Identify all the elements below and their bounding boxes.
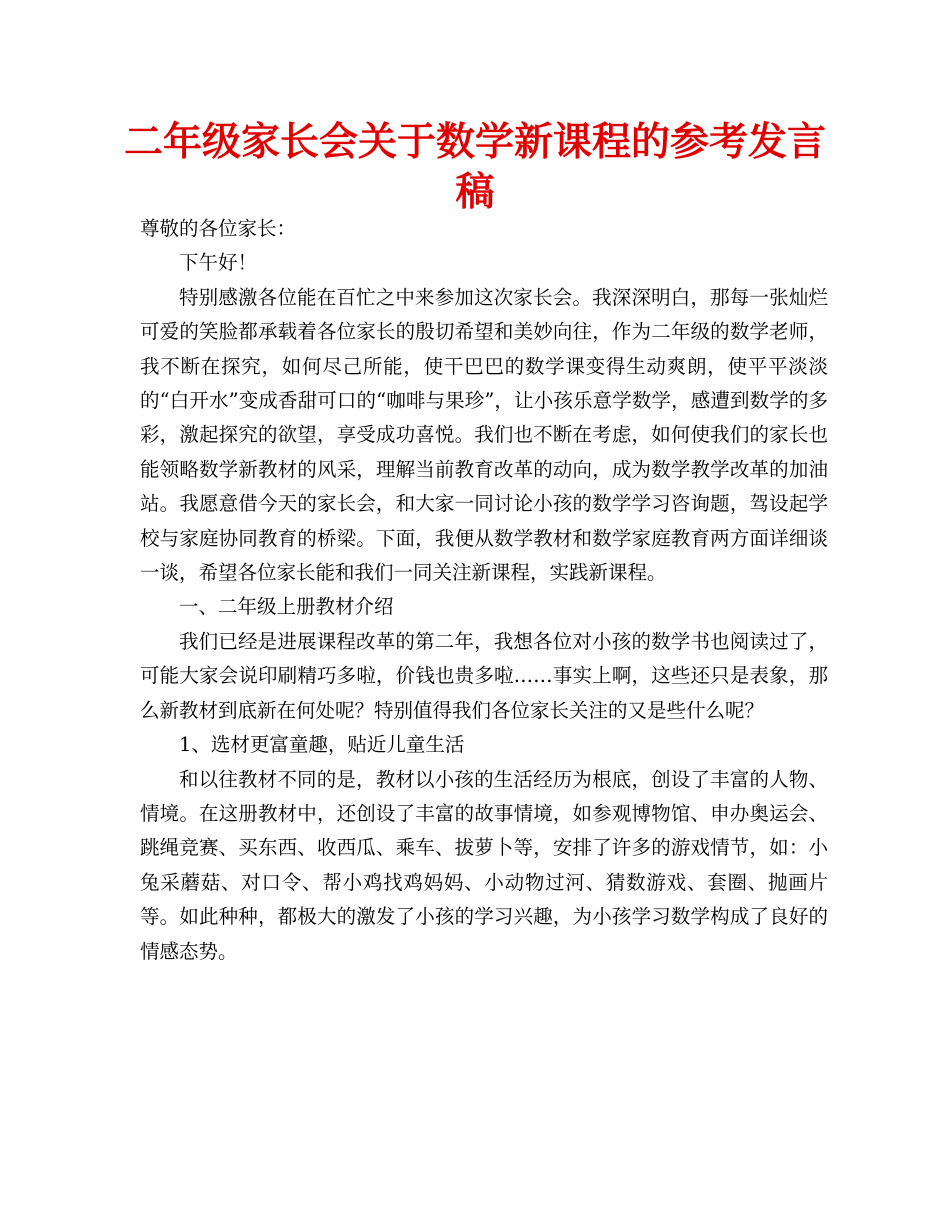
section-heading: 一、二年级上册教材介绍: [179, 595, 394, 619]
salutation: 尊敬的各位家长：: [140, 217, 297, 240]
subsection-heading: 1、选材更富童趣，贴近儿童生活: [179, 733, 465, 757]
document-body: [140, 212, 828, 969]
paragraph-textbook: 我们已经是进展课程改革的第二年，我想各位对小孩的数学书也阅读过了，可能大家会说印刷精巧多啦，价钱也贵多啦……事实上啊，这些还只是表象，那么新教材到底新在何处呢？特别值得我们各位家长关注的又是些什么呢？: [140, 629, 828, 722]
document-title: 二年级家长会关于数学新课程的参考发言稿: [123, 120, 826, 215]
paragraph-intro: 特别感激各位能在百忙之中来参加这次家长会。我深深明白，那每一张灿烂可爱的笑脸都承载着各位家长的殷切希望和美妙向往，作为二年级的数学老师，我不断在探究，如何尽己所能，使干巴巴的数学课变得生动爽朗，使平平淡淡的“白开水”变成香甜可口的“咖啡与果珍”，让小孩乐意学数学，感遭到数学的多彩，激起探究的欲望，享受成功喜悦。我们也不断在考虑，如何使我们的家长也能领略数学新教材的风采，理解当前教育改革的动向，成为数学教学改革的加油站。我愿意借今天的家长会，和大家一同讨论小孩的数学学习咨询题，驾设起学校与家庭协同教育的桥梁。下面，我便从数学教材和数学家庭教育两方面详细谈一谈，希望各位家长能和我们一同关注新课程，实践新课程。: [140, 285, 828, 585]
paragraph-content: 和以往教材不同的是，教材以小孩的生活经历为根底，创设了丰富的人物、情境。在这册教材中，还创设了丰富的故事情境，如参观博物馆、申办奥运会、跳绳竞赛、买东西、收西瓜、乘车、拔萝卜等，安排了许多的游戏情节，如：小兔采蘑菇、对口令、帮小鸡找鸡妈妈、小动物过河、猜数游戏、套圈、抛画片等。如此种种，都极大的激发了小孩的学习兴趣，为小孩学习数学构成了良好的情感态势。: [140, 767, 828, 963]
paragraph-greeting: 下午好！: [179, 251, 258, 275]
